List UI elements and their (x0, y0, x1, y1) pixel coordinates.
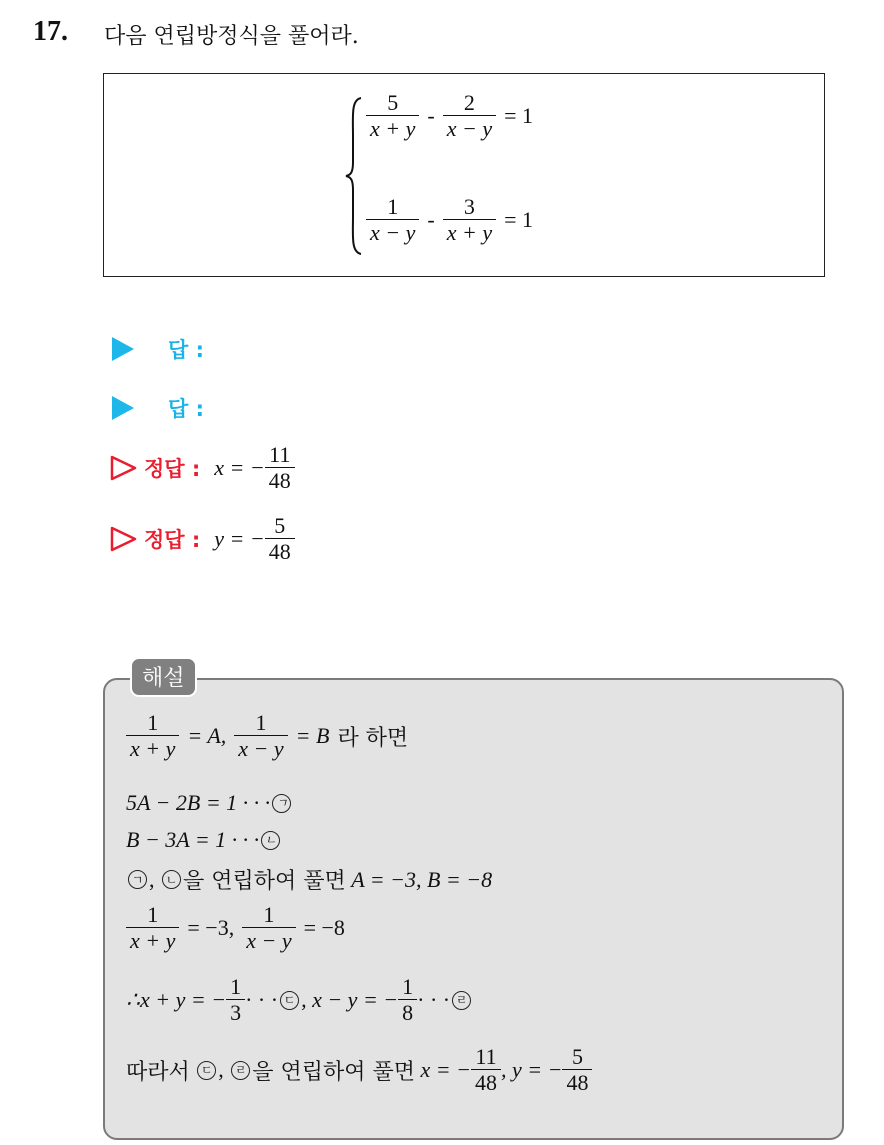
fraction: $\frac{1}{x - y}$ (234, 710, 287, 763)
correct-value: y = − $\frac{5}{48}$ (214, 513, 294, 566)
outline-triangle-icon (110, 455, 138, 481)
fraction: $\frac{11}{48}$ (265, 442, 295, 495)
circled-letter: ㄴ (162, 870, 181, 889)
correct-label: 정답 : (144, 528, 201, 553)
fraction: $\frac{11}{48}$ (471, 1044, 501, 1097)
answer-row-2 (112, 393, 204, 423)
fraction: $\frac{3}{x + y}$ (443, 194, 496, 247)
answer-row-1 (112, 334, 204, 364)
circled-letter: ㄱ (128, 870, 147, 889)
fraction: $\frac{1}{x - y}$ (366, 194, 419, 247)
explanation-line-1: $\frac{1}{x + y}$ = A, $\frac{1}{x - y}$ = B 라 하면 (126, 710, 408, 763)
circled-letter: ㄱ (272, 794, 291, 813)
minus-sign: - (427, 207, 435, 233)
fraction: $\frac{1}{x + y}$ (126, 710, 179, 763)
circled-letter: ㄹ (452, 991, 471, 1010)
fraction: $\frac{5}{48}$ (562, 1044, 592, 1097)
left-brace-icon (345, 96, 363, 256)
fraction: $\frac{1}{x - y}$ (242, 902, 295, 955)
explanation-line-3: B − 3A = 1 · · · ㄴ (126, 827, 282, 853)
problem-text: 다음 연립방정식을 풀어라. (104, 24, 359, 49)
problem-number: 17. (33, 16, 68, 47)
equation-1 (366, 90, 541, 143)
equation-rhs: = 1 (504, 207, 533, 233)
circled-letter: ㄷ (280, 991, 299, 1010)
explanation-line-4: ㄱ , ㄴ 을 연립하여 풀면 A = −3, B = −8 (126, 864, 492, 895)
explanation-line-5: $\frac{1}{x + y}$ = −3, $\frac{1}{x - y}$ = −8 (126, 902, 353, 955)
play-triangle-icon (112, 337, 134, 361)
fraction: $\frac{1}{3}$ (226, 974, 245, 1027)
fraction: $\frac{1}{x + y}$ (126, 902, 179, 955)
fraction: $\frac{2}{x - y}$ (443, 90, 496, 143)
circled-letter: ㄹ (231, 1061, 250, 1080)
fraction: $\frac{5}{48}$ (265, 513, 295, 566)
correct-value: x = − $\frac{11}{48}$ (214, 442, 294, 495)
explanation-tag: 해설 (130, 657, 197, 697)
explanation-line-7: 따라서 ㄷ , ㄹ 을 연립하여 풀면 x = − $\frac{11}{48}$ , y = − $\frac{5}{48}$ (126, 1044, 592, 1097)
fraction: $\frac{5}{x + y}$ (366, 90, 419, 143)
outline-triangle-icon (110, 526, 138, 552)
correct-answer-row-1 (110, 442, 295, 495)
explanation-line-6: ∴x + y = − $\frac{1}{3}$ · · · ㄷ , x − y = − $\frac{1}{8}$ · · · ㄹ (126, 974, 473, 1027)
correct-answer-row-2 (110, 513, 295, 566)
equation-box (103, 73, 825, 277)
circled-letter: ㄷ (197, 1061, 216, 1080)
equation-rhs: = 1 (504, 103, 533, 129)
equation-2 (366, 194, 541, 247)
play-triangle-icon (112, 396, 134, 420)
circled-letter: ㄴ (261, 831, 280, 850)
minus-sign: - (427, 103, 435, 129)
answer-label: 답 : (168, 338, 205, 362)
correct-label: 정답 : (144, 457, 201, 482)
fraction: $\frac{1}{8}$ (398, 974, 417, 1027)
explanation-line-2: 5A − 2B = 1 · · · ㄱ (126, 790, 293, 816)
answer-label: 답 : (168, 397, 205, 421)
